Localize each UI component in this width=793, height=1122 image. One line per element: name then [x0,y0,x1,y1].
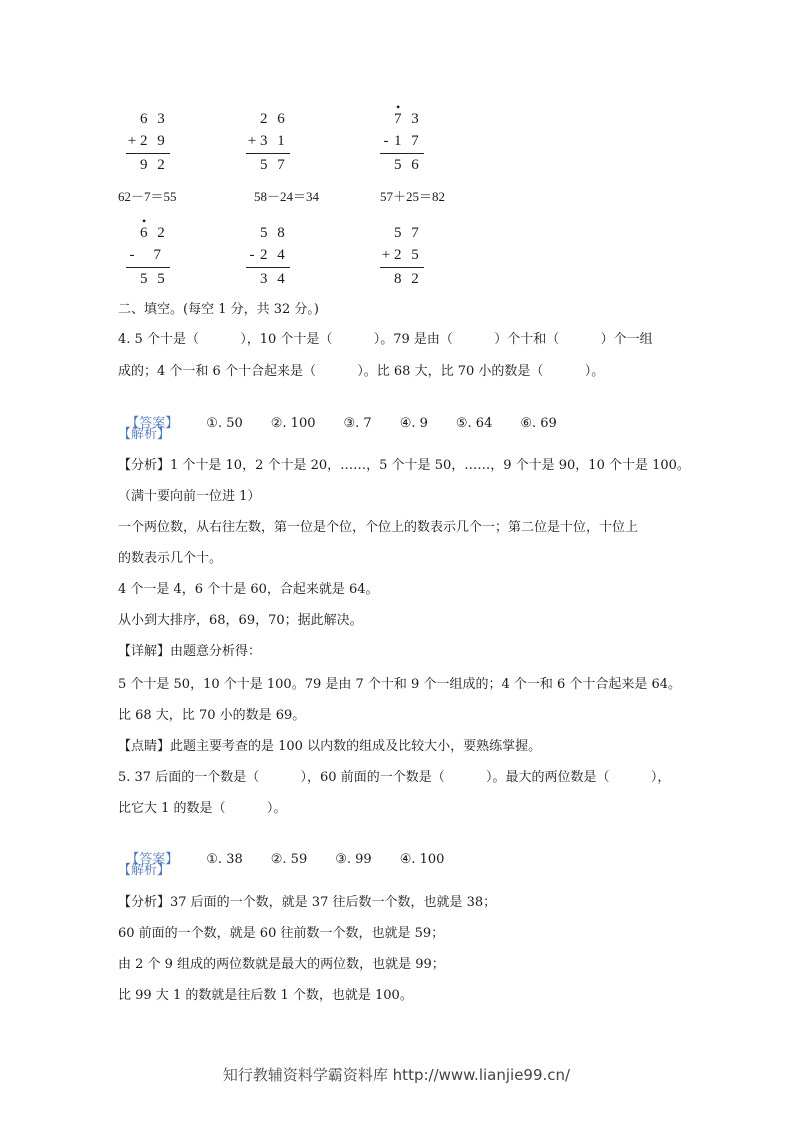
answer-label: 【答案】 [126,852,179,867]
q4-fenxi2: （满十要向前一位进 1） [118,489,261,504]
q4-p5: 5 个十是 50，10 个十是 100。79 是由 7 个十和 9 个一组成的；4 个一和 6 个十合起来是 64。 [118,677,682,692]
q4-p3: 4 个一是 4，6 个十是 60，合起来就是 64。 [118,582,379,597]
answer-item: ③. 99 [335,852,372,867]
q4-answer-row [118,394,557,434]
q5-line2: 比它大 1 的数是（ ）。 [118,801,287,816]
q5-p1: 60 前面的一个数，就是 60 往前数一个数，也就是 59； [118,926,445,941]
q4-p6: 比 68 大，比 70 小的数是 69。 [118,708,306,723]
answer-item: ②. 59 [270,852,308,867]
analysis-label: 【解析】 [118,863,171,878]
answer-label: 【答案】 [126,416,179,431]
answer-item: ①. 50 [206,416,243,431]
q4-xiangjie: 【详解】由题意分析得： [118,644,262,659]
equation-2: 58－24＝34 [254,189,320,204]
q5-fenxi: 【分析】37 后面的一个数，就是 37 往后数一个数，也就是 38； [118,895,497,910]
equation-3: 57＋25＝82 [380,189,446,204]
q5-p3: 比 99 大 1 的数就是往后数 1 个数，也就是 100。 [118,988,413,1003]
answer-item: ②. 100 [270,416,316,431]
answer-item: ⑤. 64 [455,416,493,431]
analysis-label: 【解析】 [118,427,171,442]
vertical-calc-4: • 6 2 - 7 5 5 [126,222,186,290]
equation-1: 62－7＝55 [118,189,177,204]
q4-line2: 成的；4 个一和 6 个十合起来是（ ）。比 68 大，比 70 小的数是（ ）。 [118,364,605,379]
q4-p4: 从小到大排序，68，69，70；据此解决。 [118,613,363,628]
q4-fenxi: 【分析】1 个十是 10，2 个十是 20，……，5 个十是 50，……，9 个十是 90，10 个十是 100。 [118,458,690,473]
q4-p2: 的数表示几个十。 [118,551,223,566]
q4-p1: 一个两位数，从右往左数，第一位是个位，个位上的数表示几个一；第二位是十位，十位上 [118,520,639,535]
q5-line1: 5. 37 后面的一个数是（ ），60 前面的一个数是（ ）。最大的两位数是（ ）， [118,770,671,785]
carry-dot: • [396,100,401,114]
vertical-calc-1: 6 3 + 2 9 9 2 [126,108,186,176]
answer-item: ①. 38 [206,852,243,867]
vertical-calc-3: • 7 3 - 1 7 5 6 [380,108,440,176]
q5-p2: 由 2 个 9 组成的两位数就是最大的两位数，也就是 99； [118,957,445,972]
vertical-calc-2: 2 6 + 3 1 5 7 [246,108,306,176]
q4-dianjing: 【点睛】此题主要考查的是 100 以内数的组成及比较大小，要熟练掌握。 [118,739,542,754]
section-title: 二、填空。(每空 1 分，共 32 分。) [118,302,319,317]
footer-watermark: 知行教辅资料学霸资料库 http://www.lianjie99.cn/ [222,1066,571,1084]
vertical-calc-5: 5 8 - 2 4 3 4 [246,222,306,290]
answer-item: ④. 100 [399,852,445,867]
answer-item: ③. 7 [343,416,372,431]
carry-dot: • [142,214,147,228]
answer-item: ④. 9 [399,416,428,431]
answer-item: ⑥. 69 [520,416,557,431]
q4-line1: 4. 5 个十是（ ），10 个十是（ ）。79 是由（ ）个十和（ ）个一组 [118,332,653,347]
vertical-calc-6: 5 7 + 2 5 8 2 [380,222,440,290]
